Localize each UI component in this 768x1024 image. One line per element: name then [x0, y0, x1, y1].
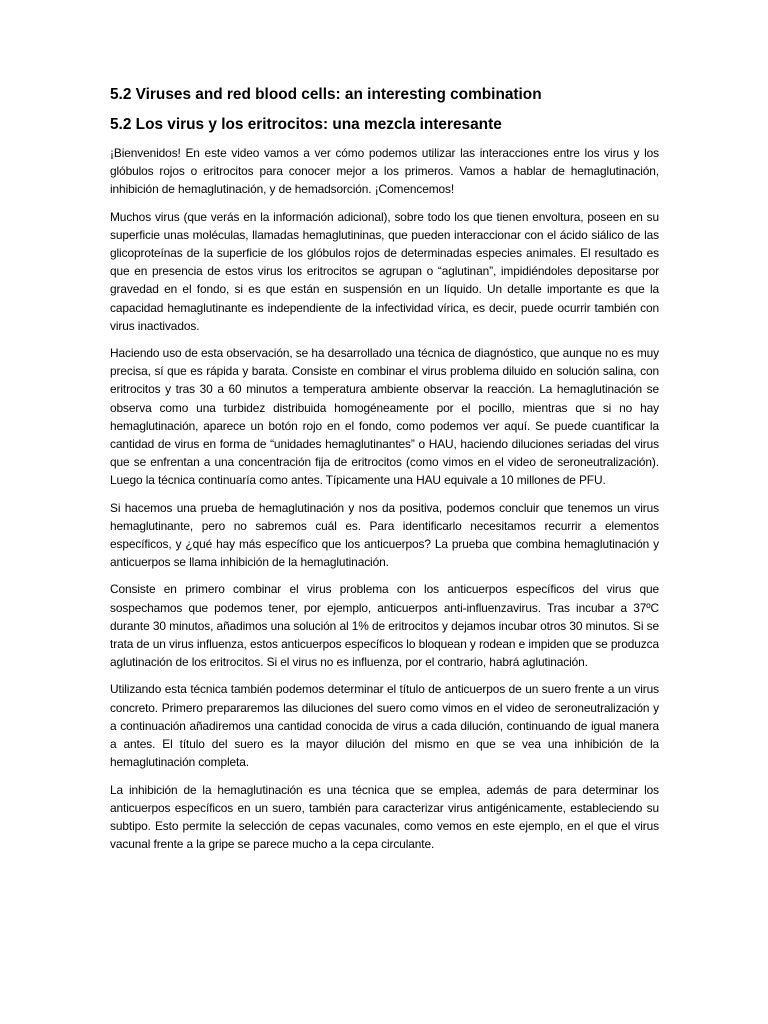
paragraph-antigenic-characterization: La inhibición de la hemaglutinación es una técnica que se emplea, además de para determinar los anticuerpos específicos en un suero, también para caracterizar virus antigénicamente, estableciendo su subtipo. Esto permite la selección de cepas vacunales, como vemos en este ejemplo, en el que el virus vacunal frente a la gripe se parece mucho a la cepa circulante.: [110, 782, 659, 852]
paragraph-inhibition-procedure: Consiste en primero combinar el virus problema con los anticuerpos específicos del virus que sospechamos que podemos tener, por ejemplo, anticuerpos anti-influenzavirus. Tras incubar a 37ºC durante 30 minutos, añadimos una solución al 1% de eritrocitos y dejamos incubar otros 30 minutos. Si se trata de un virus influenza, estos anticuerpos específicos lo bloquean y rodean e impiden que se produzca aglutinación de los eritrocitos. Si el virus no es influenza, por el contrario, habrá aglutinación.: [110, 582, 659, 670]
paragraph-welcome: ¡Bienvenidos! En este video vamos a ver cómo podemos utilizar las interacciones entre los virus y los glóbulos rojos o eritrocitos para conocer mejor a los primeros. Vamos a hablar de hemaglutinación, inhibición de hemaglutinación, y de hemadsorción. ¡Comencemos!: [110, 146, 659, 197]
paragraph-diagnostic-technique: Haciendo uso de esta observación, se ha desarrollado una técnica de diagnóstico, que aunque no es muy precisa, sí que es rápida y barata. Consiste en combinar el virus problema diluido en solución salina, con eritrocitos y tras 30 a 60 minutos a temperatura ambiente observar la reacción. La hemaglutinación se observa como una turbidez distribuida homogéneamente por el pocillo, mientras que si no hay hemaglutinación, aparece un botón rojo en el fondo, como podemos ver aquí. Se puede cuantificar la cantidad de virus en forma de “unidades hemaglutinantes” o HAU, haciendo diluciones seriadas del virus que se enfrentan a una concentración fija de eritrocitos (como vimos en el video de seroneutralización). Luego la técnica continuaría como antes. Típicamente una HAU equivale a 10 millones de PFU.: [110, 346, 659, 488]
paragraph-antibody-titer: Utilizando esta técnica también podemos determinar el título de anticuerpos de un suero frente a un virus concreto. Primero prepararemos las diluciones del suero como vimos en el video de seroneutralización y a continuación añadiremos una cantidad conocida de virus a cada dilución, continuando de igual manera a antes. El título del suero es la mayor dilución del mismo en que se vea una inhibición de la hemaglutinación completa.: [110, 682, 659, 770]
heading-spanish: 5.2 Los virus y los eritrocitos: una mezcla interesante: [110, 116, 502, 133]
paragraph-inhibition-intro: Si hacemos una prueba de hemaglutinación y nos da positiva, podemos concluir que tenemos un virus hemaglutinante, pero no sabremos cuál es. Para identificarlo necesitamos recurrir a elementos específicos, y ¿qué hay más específico que los anticuerpos? La prueba que combina hemaglutinación y anticuerpos se llama inhibición de la hemaglutinación.: [110, 500, 659, 570]
document-page: [110, 84, 659, 862]
heading-english: 5.2 Viruses and red blood cells: an interesting combination: [110, 86, 542, 103]
paragraph-hemagglutinins: Muchos virus (que verás en la información adicional), sobre todo los que tienen envoltura, poseen en su superficie unas moléculas, llamadas hemaglutininas, que pueden interaccionar con el ácido siálico de las glicoproteínas de la superficie de los glóbulos rojos de determinadas especies animales. El resultado es que en presencia de estos virus los eritrocitos se agrupan o “aglutinan”, impidiéndoles depositarse por gravedad en el fondo, si es que están en suspensión en un líquido. Un detalle importante es que la capacidad hemaglutinante es independiente de la infectividad vírica, es decir, puede ocurrir también con virus inactivados.: [110, 209, 659, 333]
